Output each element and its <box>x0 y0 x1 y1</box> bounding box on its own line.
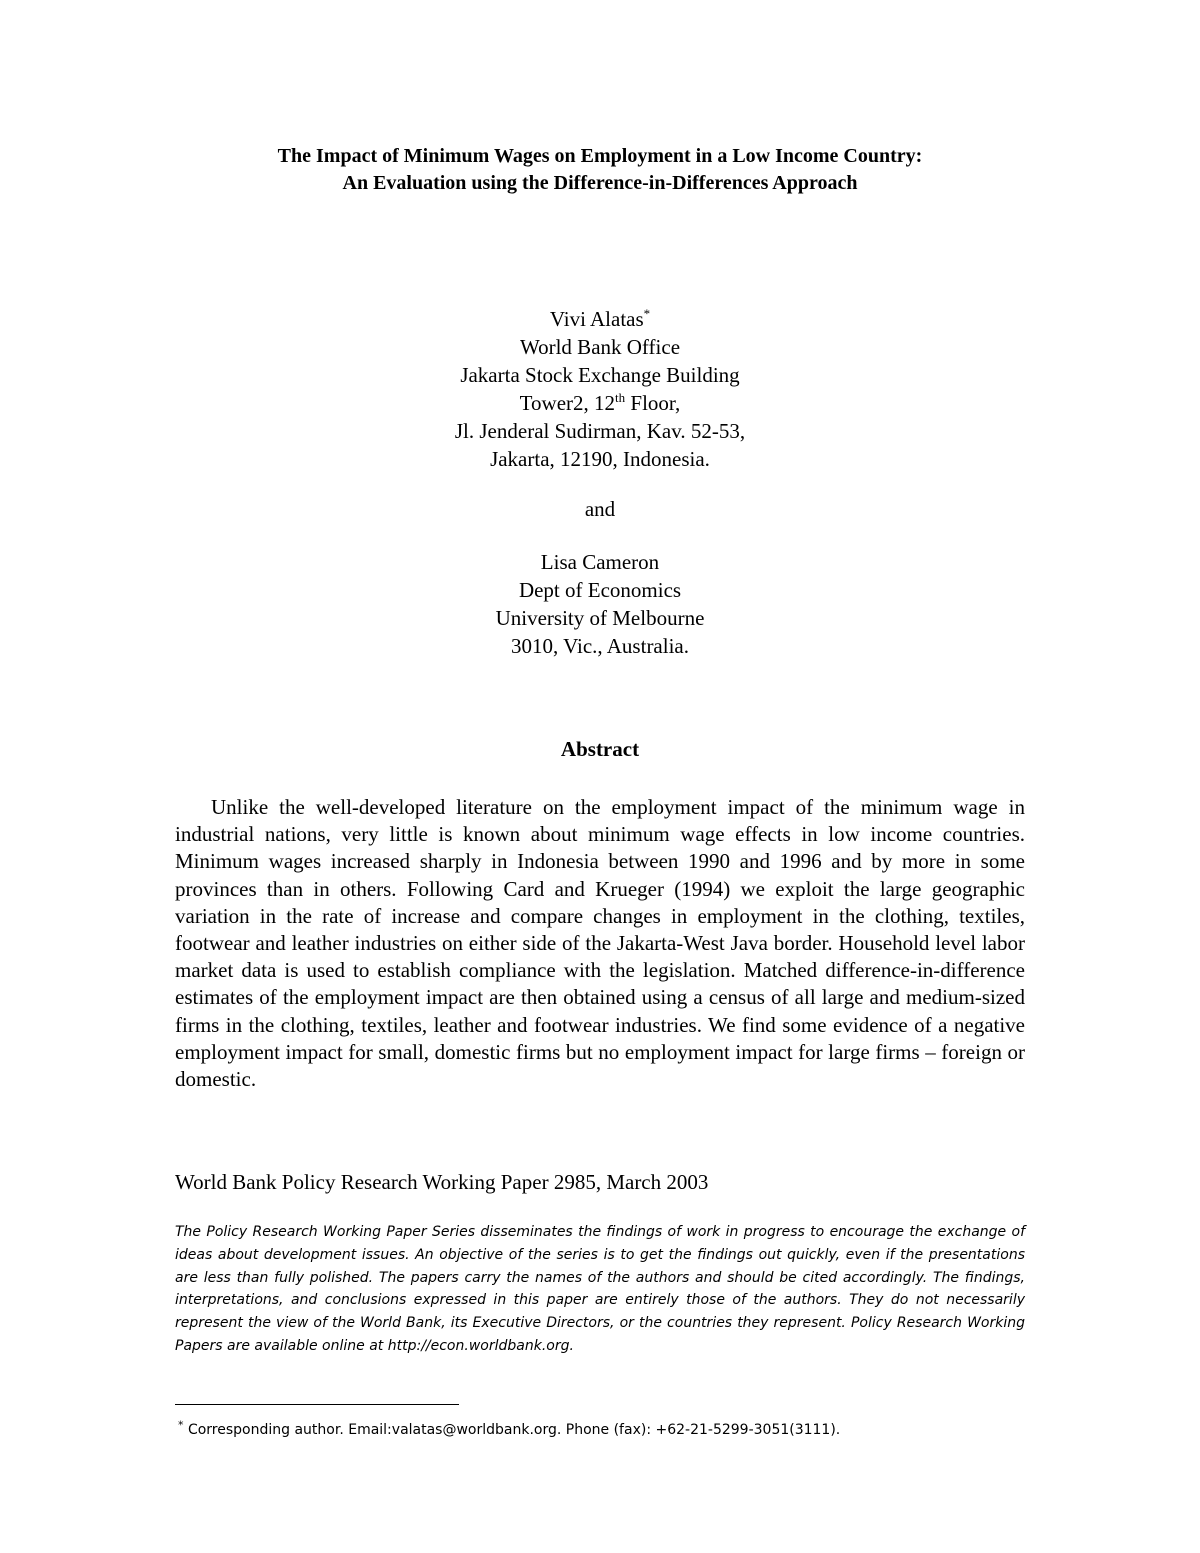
working-paper-citation: World Bank Policy Research Working Paper 2985, March 2003 <box>175 1170 709 1194</box>
footnote-divider <box>175 1404 459 1405</box>
author-1-floor-prefix: Tower2, 12 <box>519 391 616 415</box>
author-1-city: Jakarta, 12190, Indonesia. <box>490 447 710 471</box>
author-1-floor-superscript: th <box>615 390 626 405</box>
footnote-text: Corresponding author. Email:valatas@worldbank.org. Phone (fax): +62-21-5299-3051(3111). <box>183 1422 841 1438</box>
author-1-floor-suffix: Floor, <box>625 391 681 415</box>
author-2-university: University of Melbourne <box>495 606 705 630</box>
abstract-body: Unlike the well-developed literature on the employment impact of the minimum wage in industrial nations, very little is known about minimum wage effects in low income countries. Minimum wages increased sharply in Indonesia between 1990 and 1996 and by more in some provinces than in others. Following Card and Krueger (1994) we exploit the large geographic variation in the rate of increase and compare changes in employment in the clothing, textiles, footwear and leather industries on either side of the Jakarta-West Java border. Household level labor market data is used to establish compliance with the legislation. Matched difference-in-difference estimates of the employment impact are then obtained using a census of all large and medium-sized firms in the clothing, textiles, leather and footwear industries. We find some evidence of a negative employment impact for small, domestic firms but no employment impact for large firms – foreign or domestic. <box>175 795 1025 1092</box>
corresponding-author-marker: * <box>643 306 651 321</box>
author-1-floor-line <box>300 389 900 417</box>
title-line-2: An Evaluation using the Difference-in-Differences Approach <box>342 172 858 194</box>
footnote-marker: * <box>178 1418 184 1432</box>
author-2-dept: Dept of Economics <box>518 578 682 602</box>
author-2-block <box>300 548 900 660</box>
author-1-street: Jl. Jenderal Sudirman, Kav. 52-53, <box>454 419 746 443</box>
author-1-name: Vivi Alatas <box>549 307 644 331</box>
abstract-heading: Abstract <box>560 737 640 761</box>
title-line-1: The Impact of Minimum Wages on Employment in a Low Income Country: <box>277 145 923 167</box>
author-1-block <box>300 305 900 473</box>
footnote <box>178 1419 998 1441</box>
author-conjunction: and <box>584 497 616 521</box>
paper-title <box>100 143 1100 197</box>
author-1-affiliation-2: Jakarta Stock Exchange Building <box>460 363 740 387</box>
author-2-name: Lisa Cameron <box>540 550 660 574</box>
author-1-affiliation-1: World Bank Office <box>519 335 681 359</box>
author-2-city: 3010, Vic., Australia. <box>511 634 689 658</box>
series-disclaimer: The Policy Research Working Paper Series disseminates the findings of work in progress to encourage the exchange of ideas about development issues. An objective of the series is to get the findings out quickly, even if the presentations are less than fully polished. The papers carry the names of the authors and should be cited accordingly. The findings, interpretations, and conclusions expressed in this paper are entirely those of the authors. They do not necessarily represent the view of the World Bank, its Executive Directors, or the countries they represent. Policy Research Working Papers are available online at http://econ.worldbank.org. <box>175 1224 1025 1354</box>
author-1-name-line <box>300 305 900 333</box>
